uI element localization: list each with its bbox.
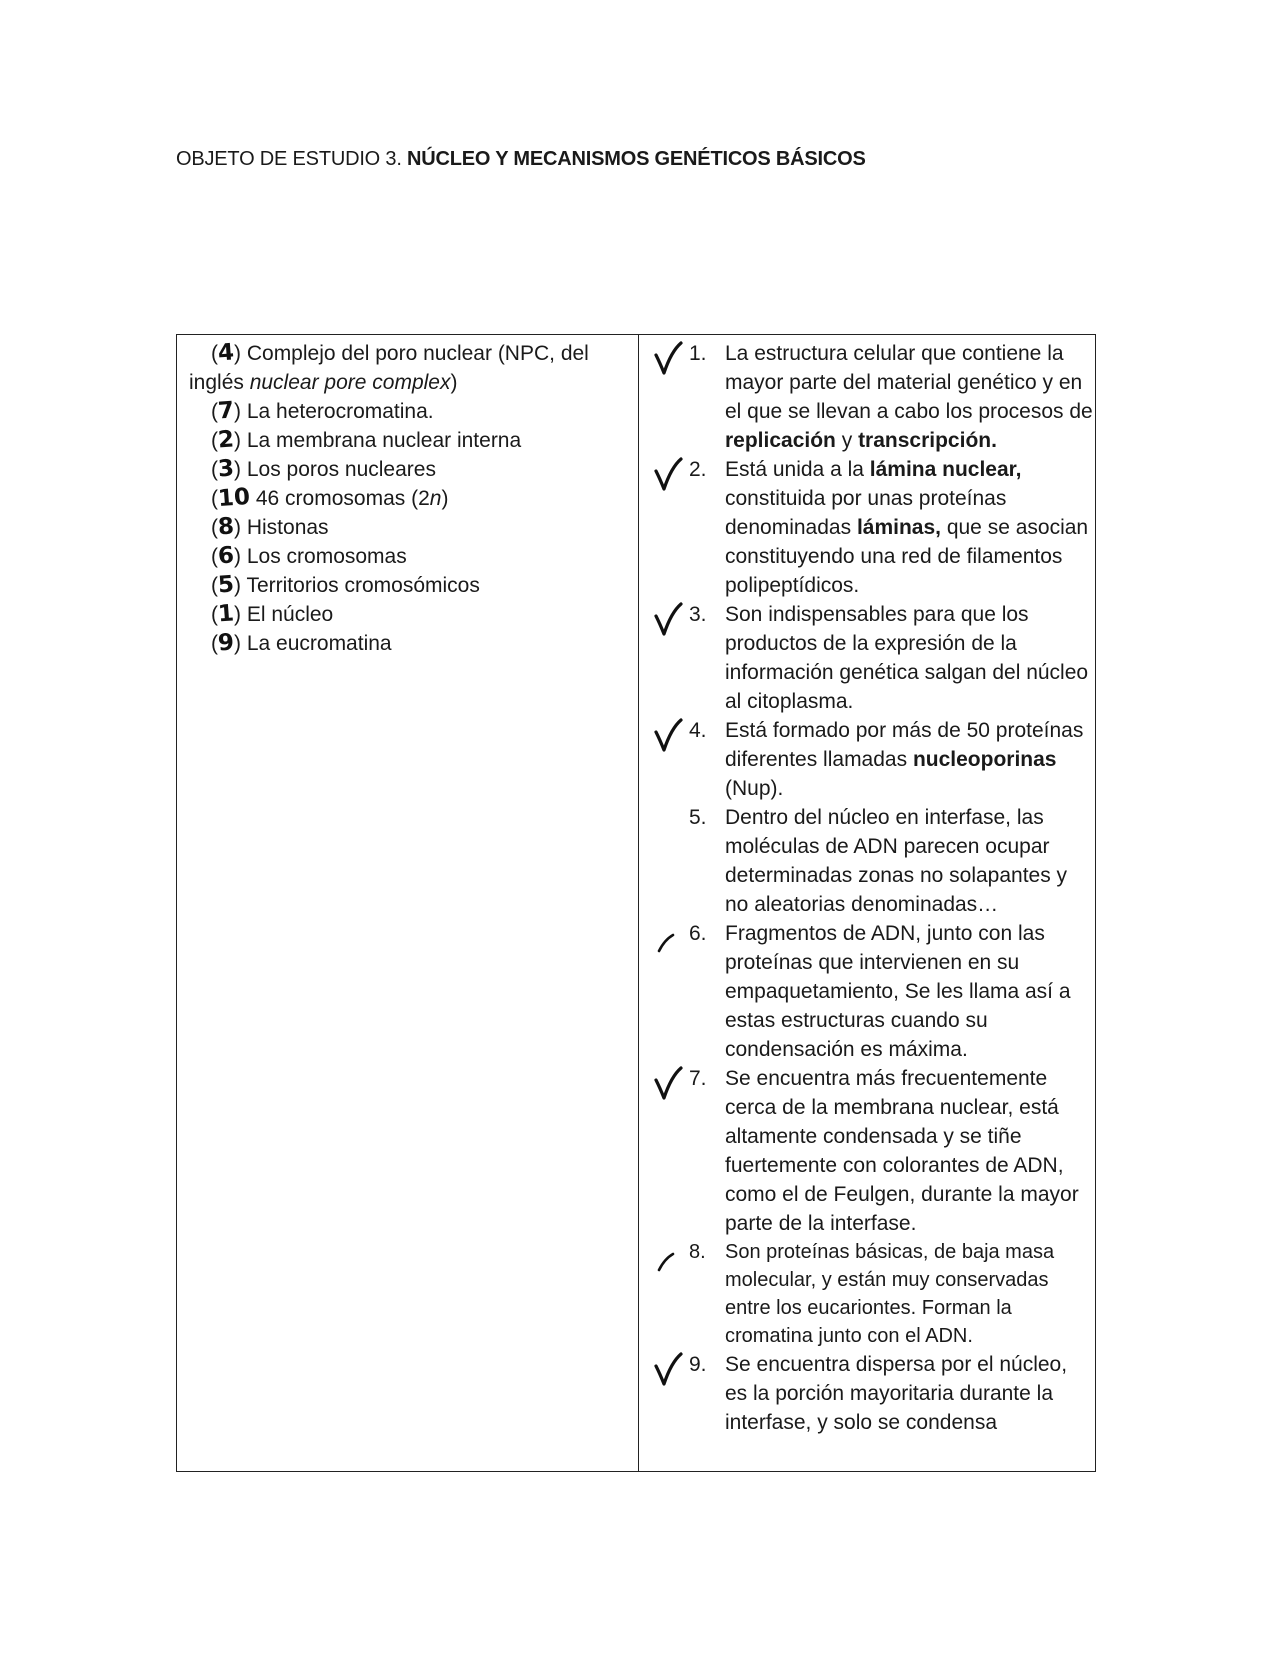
handwritten-answer: 6: [217, 542, 235, 570]
check-mark-icon: [653, 718, 683, 750]
check-mark-icon: [653, 457, 683, 489]
term-item: (10 46 cromosomas (2n): [211, 483, 449, 513]
handwritten-answer: 3: [217, 455, 235, 483]
term-item: (4) Complejo del poro nuclear (NPC, del: [211, 339, 589, 367]
check-mark-icon: [653, 341, 683, 373]
term-item: (2) La membrana nuclear interna: [211, 426, 522, 454]
statement-item: 7. Se encuentra más frecuentemente cerca de la membrana nuclear, está altamente condensada y se tiñe fuertemente con colorantes de ADN, como el de Feulgen, durante la mayor parte de la interfase.: [639, 1064, 1093, 1238]
statement-item: 1. La estructura celular que contiene la mayor parte del material genético y en el que se llevan a cabo los procesos de replicación y transcripción.: [639, 339, 1093, 455]
term-item-continuation: inglés nuclear pore complex): [189, 371, 458, 394]
page-heading: [176, 148, 866, 171]
handwritten-answer: 5: [217, 571, 235, 599]
statement-item: 6. Fragmentos de ADN, junto con las proteínas que intervienen en su empaquetamiento, Se les llama así a estas estructuras cuando su condensación es máxima.: [639, 919, 1093, 1064]
terms-column: [189, 339, 625, 658]
handwritten-answer: 8: [217, 513, 235, 541]
tick-mark-icon: [653, 1240, 683, 1272]
statements-column: [639, 339, 1093, 1437]
statement-item: 2. Está unida a la lámina nuclear, constituida por unas proteínas denominadas láminas, que se asocian constituyendo una red de filamentos polipeptídicos.: [639, 455, 1093, 600]
handwritten-answer: 1: [217, 600, 235, 628]
term-item: (9) La eucromatina: [211, 629, 392, 657]
term-item: (3) Los poros nucleares: [211, 455, 436, 483]
matching-table: [176, 334, 1096, 1472]
term-item: (1) El núcleo: [211, 600, 334, 628]
statement-item: 8. Son proteínas básicas, de baja masa molecular, y están muy conservadas entre los eucariontes. Forman la cromatina junto con el ADN.: [639, 1238, 1093, 1350]
statement-item: 4. Está formado por más de 50 proteínas diferentes llamadas nucleoporinas (Nup).: [639, 716, 1093, 803]
term-item: (6) Los cromosomas: [211, 542, 407, 570]
term-item: (8) Histonas: [211, 513, 329, 541]
handwritten-answer: 9: [217, 629, 235, 657]
tick-mark-icon: [653, 921, 683, 953]
handwritten-answer: 10: [217, 483, 251, 513]
check-mark-icon: [653, 1352, 683, 1384]
statement-item: 3. Son indispensables para que los productos de la expresión de la información genética salgan del núcleo al citoplasma.: [639, 600, 1093, 716]
term-item: (5) Territorios cromosómicos: [211, 571, 480, 599]
heading-prefix: OBJETO DE ESTUDIO 3.: [176, 148, 408, 170]
handwritten-answer: 7: [217, 397, 235, 425]
statement-item: 9. Se encuentra dispersa por el núcleo, es la porción mayoritaria durante la interfase, y solo se condensa: [639, 1350, 1093, 1437]
check-mark-icon: [653, 1066, 683, 1098]
statement-item: 5. Dentro del núcleo en interfase, las moléculas de ADN parecen ocupar determinadas zonas no solapantes y no aleatorias denominadas…: [689, 806, 1068, 916]
heading-title: NÚCLEO Y MECANISMOS GENÉTICOS BÁSICOS: [407, 148, 866, 170]
handwritten-answer: 4: [217, 339, 235, 367]
handwritten-answer: 2: [217, 426, 235, 454]
check-mark-icon: [653, 602, 683, 634]
term-item: (7) La heterocromatina.: [211, 397, 434, 425]
